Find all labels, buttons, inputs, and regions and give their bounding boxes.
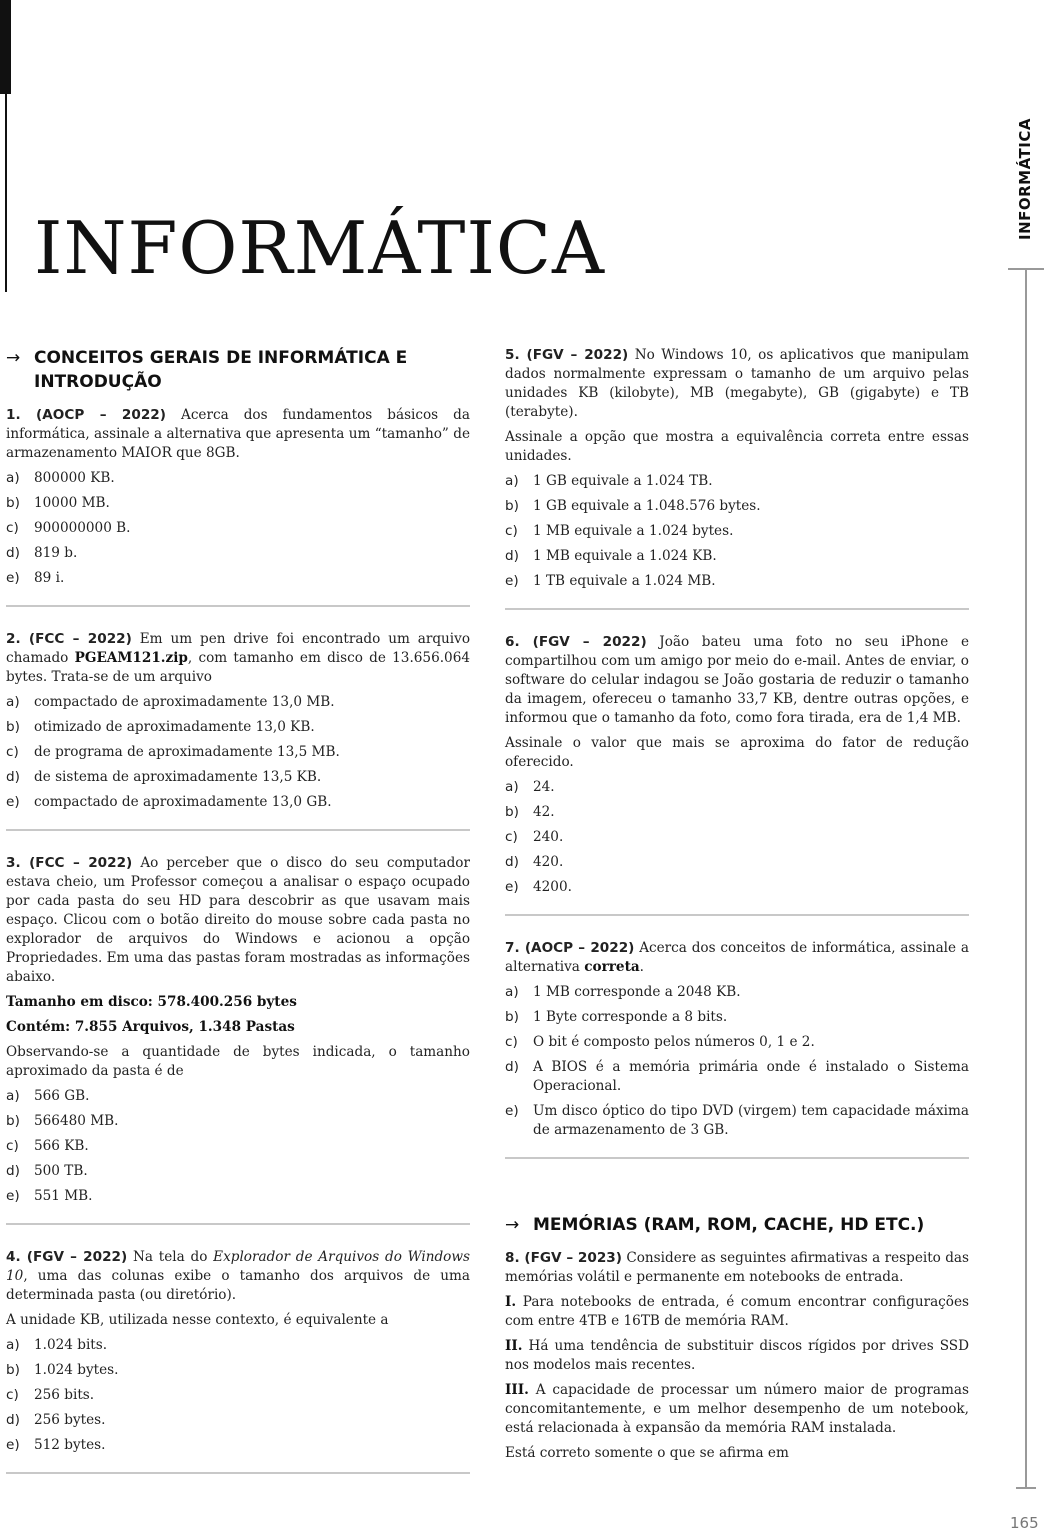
option-text: de sistema de aproximadamente 13,5 KB. [34, 769, 322, 785]
option-text: 1 GB equivale a 1.048.576 bytes. [533, 498, 761, 514]
divider [505, 914, 969, 916]
option-letter: a) [505, 473, 519, 489]
side-section-label: INFORMÁTICA [1016, 118, 1034, 240]
option-a [505, 778, 969, 797]
heading-spacer [505, 1182, 969, 1213]
question-2 [6, 630, 470, 812]
arrow-right-icon: → [505, 1215, 520, 1235]
option-letter: d) [6, 1163, 20, 1179]
option-e [505, 572, 969, 591]
option-letter: a) [6, 1088, 20, 1104]
emphasis-word: correta [584, 959, 640, 975]
option-b [6, 494, 470, 513]
question-text: Na tela do [132, 1249, 208, 1265]
question-text: Ao perceber que o disco do seu computador estava cheio, um Professor começou a analisar o espaço ocupado por cada pasta do seu HD para descobrir as que usavam mais espaço. Clicou com o botão direito do mouse sobre cada pasta no explorador de arquivos do Windows e acionou a opção Propriedades. Em uma das pastas foram mostradas as informações abaixo. [6, 855, 470, 985]
option-e [6, 1436, 470, 1455]
statement-1 [505, 1293, 969, 1331]
question-1-stem [6, 406, 470, 463]
question-2-stem [6, 630, 470, 687]
option-a [6, 1087, 470, 1106]
option-letter: b) [505, 1009, 519, 1025]
option-c [6, 1386, 470, 1405]
option-d [505, 547, 969, 566]
option-letter: a) [505, 779, 519, 795]
statement-3 [505, 1381, 969, 1438]
option-c [505, 1033, 969, 1052]
question-4 [6, 1248, 470, 1455]
option-b [6, 1361, 470, 1380]
divider [6, 1223, 470, 1225]
option-letter: d) [505, 548, 519, 564]
option-letter: b) [505, 804, 519, 820]
contents-info: Contém: 7.855 Arquivos, 1.348 Pastas [6, 1019, 295, 1035]
option-text: 566480 MB. [34, 1113, 119, 1129]
option-text: 256 bits. [34, 1387, 95, 1403]
option-text: 1 TB equivale a 1.024 MB. [533, 573, 716, 589]
option-d [6, 544, 470, 563]
question-8 [505, 1249, 969, 1463]
section-heading-memorias [505, 1213, 969, 1237]
option-text: compactado de aproximadamente 13,0 GB. [34, 794, 332, 810]
corner-bar [0, 0, 11, 94]
option-letter: c) [6, 744, 19, 760]
option-e [6, 1187, 470, 1206]
option-text: 240. [533, 829, 564, 845]
page-number: 165 [1010, 1514, 1039, 1532]
option-letter: b) [6, 719, 20, 735]
option-letter: d) [6, 1412, 20, 1428]
option-c [505, 828, 969, 847]
page-title: INFORMÁTICA [34, 206, 605, 290]
side-rule-bottom [1016, 1487, 1036, 1489]
question-3 [6, 854, 470, 1206]
option-text: 24. [533, 779, 555, 795]
question-6 [505, 633, 969, 897]
option-text: O bit é composto pelos números 0, 1 e 2. [533, 1034, 815, 1050]
disk-size-info: Tamanho em disco: 578.400.256 bytes [6, 994, 297, 1010]
options-list [505, 778, 969, 897]
option-letter: b) [6, 1113, 20, 1129]
option-letter: c) [6, 520, 19, 536]
question-1 [6, 406, 470, 588]
option-text: A BIOS é a memória primária onde é instalado o Sistema Operacional. [533, 1059, 969, 1094]
side-rule-vertical [1025, 269, 1027, 1487]
option-a [6, 693, 470, 712]
option-letter: e) [505, 879, 519, 895]
option-letter: c) [505, 829, 518, 845]
option-b [505, 497, 969, 516]
question-number: 1. (AOCP – 2022) [6, 407, 166, 423]
option-c [6, 1137, 470, 1156]
divider [505, 608, 969, 610]
option-e [6, 569, 470, 588]
italic-term: Explorador de Arquivos do Windows 10 [6, 1249, 470, 1284]
question-number: 6. (FGV – 2022) [505, 634, 647, 650]
question-text-cont: . [639, 959, 644, 975]
question-text-cont: , com tamanho em disco de 13.656.064 bytes. Trata-se de um arquivo [6, 650, 470, 685]
option-c [6, 743, 470, 762]
option-e [505, 878, 969, 897]
options-list [505, 983, 969, 1140]
question-5 [505, 346, 969, 591]
option-letter: c) [6, 1387, 19, 1403]
filename: PGEAM121.zip [74, 650, 188, 666]
statement-label: III. [505, 1382, 529, 1398]
statement-2 [505, 1337, 969, 1375]
question-3-stem [6, 854, 470, 987]
question-text-cont: , uma das colunas exibe o tamanho dos arquivos de uma determinada pasta (ou diretório). [6, 1268, 470, 1303]
option-text: 89 i. [34, 570, 65, 586]
option-text: 1.024 bytes. [34, 1362, 119, 1378]
question-text: Acerca dos fundamentos básicos da informática, assinale a alternativa que apresenta um “tamanho” de armazenamento MAIOR que 8GB. [6, 407, 470, 461]
option-a [505, 983, 969, 1002]
option-b [6, 718, 470, 737]
section-heading-text: MEMÓRIAS (RAM, ROM, CACHE, HD ETC.) [533, 1215, 925, 1235]
option-text: de programa de aproximadamente 13,5 MB. [34, 744, 340, 760]
option-text: 1 Byte corresponde a 8 bits. [533, 1009, 728, 1025]
question-5-stem [505, 346, 969, 422]
option-text: 500 TB. [34, 1163, 88, 1179]
question-text: Acerca dos conceitos de informática, assinale a alternativa [505, 940, 969, 975]
option-d [6, 768, 470, 787]
option-text: compactado de aproximadamente 13,0 MB. [34, 694, 335, 710]
question-number: 5. (FGV – 2022) [505, 347, 629, 363]
question-text: Considere as seguintes afirmativas a respeito das memórias volátil e permanente em notebooks de entrada. [505, 1250, 970, 1285]
option-letter: e) [505, 1103, 519, 1119]
option-letter: e) [6, 1437, 20, 1453]
question-prompt: A unidade KB, utilizada nesse contexto, é equivalente a [6, 1312, 389, 1328]
option-text: 1 GB equivale a 1.024 TB. [533, 473, 713, 489]
option-letter: d) [505, 1059, 519, 1075]
option-e [6, 793, 470, 812]
option-text: 1.024 bits. [34, 1337, 108, 1353]
question-number: 3. (FCC – 2022) [6, 855, 133, 871]
divider [6, 1472, 470, 1474]
option-letter: b) [505, 498, 519, 514]
section-heading-text: CONCEITOS GERAIS DE INFORMÁTICA E INTRODUÇÃO [34, 348, 408, 392]
option-letter: d) [6, 769, 20, 785]
option-text: 1 MB corresponde a 2048 KB. [533, 984, 741, 1000]
question-6-stem [505, 633, 969, 728]
left-column [6, 346, 470, 1497]
option-d [505, 1058, 969, 1096]
option-letter: c) [505, 1034, 518, 1050]
option-text: 4200. [533, 879, 572, 895]
option-letter: e) [505, 573, 519, 589]
option-letter: d) [6, 545, 20, 561]
option-text: 42. [533, 804, 555, 820]
statement-text: Há uma tendência de substituir discos rígidos por drives SSD nos modelos mais recentes. [505, 1338, 969, 1373]
section-heading-conceitos [6, 346, 470, 394]
option-text: Um disco óptico do tipo DVD (virgem) tem capacidade máxima de armazenamento de 3 GB. [533, 1103, 969, 1138]
divider [6, 605, 470, 607]
option-text: 551 MB. [34, 1188, 93, 1204]
title-rule [5, 94, 7, 292]
question-prompt: Assinale o valor que mais se aproxima do fator de redução oferecido. [505, 735, 969, 770]
question-number: 4. (FGV – 2022) [6, 1249, 128, 1265]
statement-label: II. [505, 1338, 523, 1354]
option-a [505, 472, 969, 491]
divider [6, 829, 470, 831]
question-text: No Windows 10, os aplicativos que manipulam dados normalmente expressam o tamanho de um arquivo pelas unidades KB (kilobyte), MB (megabyte), GB (gigabyte) e TB (terabyte). [505, 347, 969, 420]
question-4-stem [6, 1248, 470, 1305]
option-c [6, 519, 470, 538]
option-letter: e) [6, 794, 20, 810]
option-letter: a) [6, 1337, 20, 1353]
option-b [505, 1008, 969, 1027]
statement-text: Para notebooks de entrada, é comum encontrar configurações com entre 4TB e 16TB de memória RAM. [505, 1294, 970, 1329]
question-text: Em um pen drive foi encontrado um arquivo chamado [6, 631, 471, 666]
option-b [6, 1112, 470, 1131]
arrow-right-icon: → [6, 348, 21, 368]
question-7 [505, 939, 969, 1140]
option-text: 512 bytes. [34, 1437, 106, 1453]
option-text: 566 GB. [34, 1088, 90, 1104]
option-a [6, 469, 470, 488]
options-list [505, 472, 969, 591]
option-text: 10000 MB. [34, 495, 110, 511]
option-letter: c) [6, 1138, 19, 1154]
question-7-stem [505, 939, 969, 977]
option-text: 566 KB. [34, 1138, 89, 1154]
option-e [505, 1102, 969, 1140]
option-letter: e) [6, 570, 20, 586]
option-letter: a) [6, 694, 20, 710]
divider [505, 1157, 969, 1159]
question-prompt: Assinale a opção que mostra a equivalência correta entre essas unidades. [505, 429, 969, 464]
option-text: 819 b. [34, 545, 78, 561]
statement-text: A capacidade de processar um número maior de programas concomitantemente, e um melhor desempenho de um notebook, está relacionada à expansão da memória RAM instalada. [505, 1382, 969, 1436]
option-text: 420. [533, 854, 564, 870]
option-text: 900000000 B. [34, 520, 131, 536]
option-d [6, 1411, 470, 1430]
question-number: 7. (AOCP – 2022) [505, 940, 635, 956]
option-text: 1 MB equivale a 1.024 bytes. [533, 523, 734, 539]
option-letter: e) [6, 1188, 20, 1204]
option-text: 800000 KB. [34, 470, 115, 486]
option-a [6, 1336, 470, 1355]
question-text: João bateu uma foto no seu iPhone e compartilhou com um amigo por meio do e-mail. Antes de enviar, o software do celular indagou se João gostaria de reduzir o tamanho da imagem, ofereceu o tamanho 33,7 KB, dentre outras opções, e informou que o tamanho da foto, como fora tirada, era de 1,4 MB. [505, 634, 969, 726]
question-number: 8. (FGV – 2023) [505, 1250, 622, 1266]
right-column [505, 346, 969, 1469]
option-letter: b) [6, 1362, 20, 1378]
option-letter: c) [505, 523, 518, 539]
options-list [6, 693, 470, 812]
option-b [505, 803, 969, 822]
option-d [6, 1162, 470, 1181]
options-list [6, 1336, 470, 1455]
statement-label: I. [505, 1294, 517, 1310]
options-list [6, 1087, 470, 1206]
option-text: otimizado de aproximadamente 13,0 KB. [34, 719, 315, 735]
question-prompt: Está correto somente o que se afirma em [505, 1445, 789, 1461]
option-text: 256 bytes. [34, 1412, 106, 1428]
option-text: 1 MB equivale a 1.024 KB. [533, 548, 717, 564]
option-letter: a) [505, 984, 519, 1000]
option-letter: b) [6, 495, 20, 511]
question-prompt: Observando-se a quantidade de bytes indicada, o tamanho aproximado da pasta é de [6, 1044, 470, 1079]
option-c [505, 522, 969, 541]
option-letter: d) [505, 854, 519, 870]
question-8-stem [505, 1249, 969, 1287]
option-d [505, 853, 969, 872]
options-list [6, 469, 470, 588]
question-number: 2. (FCC – 2022) [6, 631, 132, 647]
option-letter: a) [6, 470, 20, 486]
